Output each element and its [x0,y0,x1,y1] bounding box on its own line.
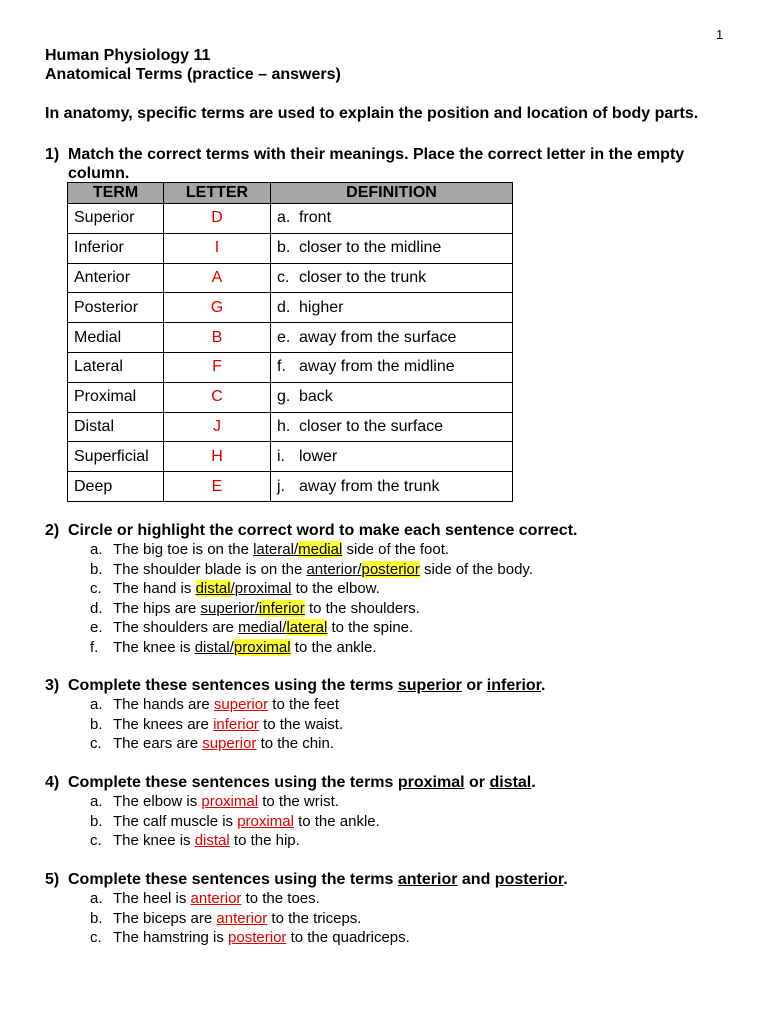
word-option-1: lateral [253,541,294,558]
definition-letter: f. [277,358,286,376]
slash-separator: / [229,638,234,656]
question-1-heading: 1) Match the correct terms with their meanings. Place the correct letter in the empty column. [45,146,685,182]
question-2-items [90,540,533,657]
term-superior: superior [397,677,462,694]
word-option-1: anterior [306,560,358,578]
answer-word: anterior [216,909,268,927]
item-label: b. [90,560,103,578]
definition-text: closer to the midline [299,239,442,257]
sentence-start: The ears are [113,735,203,752]
letter-answer-cell: I [164,233,271,263]
definition-cell [271,352,513,382]
sentence-end: side of the foot. [342,541,450,558]
sentence-start: The calf muscle is [113,812,238,830]
sentence-end: to the wrist. [258,793,339,810]
table-row [68,204,513,234]
definition-letter: d. [277,298,291,316]
sentence-end: to the shoulders. [304,599,420,617]
document-title [45,46,341,84]
page-number: 1 [716,27,724,42]
definition-cell [271,442,513,472]
list-item [90,579,533,599]
term-cell: Deep [68,472,164,502]
answer-word: distal [194,832,230,849]
list-item [90,618,533,638]
answer-word: superior [213,696,269,713]
sentence-start: The biceps are [113,909,217,927]
table-row [68,442,513,472]
question-4-items [90,792,380,851]
definition-cell [271,382,513,412]
table-row [68,323,513,353]
table-row [68,472,513,502]
term-anterior: anterior [397,871,458,888]
sentence-end: to the elbow. [291,580,380,597]
word-option-1: distal [195,580,231,597]
sentence-start: The hips are [113,599,201,617]
term-cell: Distal [68,412,164,442]
definition-letter: a. [277,209,291,227]
word-option-1: distal [194,638,230,656]
word-option-2: proximal [234,580,292,597]
definition-text: closer to the trunk [299,268,427,286]
list-item [90,812,380,832]
word-option-2: posterior [361,560,420,578]
table-row [68,382,513,412]
term-cell: Lateral [68,352,164,382]
definition-letter: i. [277,447,285,465]
term-proximal: proximal [397,774,465,791]
sentence-end: to the hip. [229,832,300,849]
term-cell: Proximal [68,382,164,412]
item-label: a. [90,793,103,810]
item-label: d. [90,599,103,617]
slash-separator: / [282,619,287,636]
word-option-1: medial [238,619,283,636]
item-label: e. [90,619,103,636]
sentence-start: The knee is [113,638,195,656]
header-definition: DEFINITION [271,183,513,204]
term-cell: Medial [68,323,164,353]
item-label: b. [90,812,103,830]
definition-cell [271,323,513,353]
word-option-2: inferior [258,599,305,617]
word-option-2: proximal [233,638,291,656]
slash-separator: / [230,580,235,597]
answer-word: posterior [228,929,287,946]
sentence-start: The big toe is on the [113,541,254,558]
item-label: a. [90,696,103,713]
question-4-heading: 4) Complete these sentences using the terms proximal or distal. [45,774,536,791]
list-item [90,734,343,754]
answer-word: proximal [201,793,259,810]
answer-word: superior [202,735,257,752]
definition-letter: g. [277,388,291,406]
item-label: c. [90,580,102,597]
list-item [90,889,410,909]
table-row [68,233,513,263]
definition-text: away from the midline [299,358,455,376]
definition-letter: c. [277,268,290,286]
sentence-start: The shoulder blade is on the [113,560,307,578]
term-cell: Anterior [68,263,164,293]
letter-answer-cell: H [164,442,271,472]
question-5-items [90,889,410,948]
worksheet-subtitle: Anatomical Terms (practice – answers) [45,66,341,83]
letter-answer-cell: A [164,263,271,293]
sentence-end: side of the body. [419,560,533,578]
answer-word: inferior [213,715,259,733]
sentence-start: The knees are [113,715,214,733]
question-5-heading: 5) Complete these sentences using the terms anterior and posterior. [45,871,568,888]
sentence-start: The knee is [113,832,195,849]
table-row [68,352,513,382]
slash-separator: / [357,560,362,578]
term-cell: Inferior [68,233,164,263]
list-item [90,792,380,812]
list-item [90,540,533,560]
intro-text: In anatomy, specific terms are used to explain the position and location of body parts. [45,105,699,122]
list-item [90,831,380,851]
slash-separator: / [254,599,259,617]
terms-table [67,182,513,502]
sentence-end: to the toes. [241,890,320,907]
question-3-heading: 3) Complete these sentences using the terms superior or inferior. [45,677,546,694]
letter-answer-cell: C [164,382,271,412]
definition-text: away from the surface [299,328,457,346]
word-option-2: medial [298,541,343,558]
sentence-start: The shoulders are [113,619,239,636]
definition-text: back [299,388,333,406]
letter-answer-cell: J [164,412,271,442]
list-item [90,560,533,580]
item-label: a. [90,541,103,558]
list-item [90,909,410,929]
table-header-row [68,183,513,204]
word-option-2: lateral [286,619,328,636]
definition-cell [271,263,513,293]
definition-text: higher [299,298,344,316]
term-cell: Posterior [68,293,164,323]
table-row [68,263,513,293]
term-inferior: inferior [486,677,542,694]
definition-text: front [299,209,332,227]
sentence-end: to the ankle. [290,638,377,656]
sentence-start: The heel is [113,890,191,907]
definition-text: away from the trunk [299,477,440,495]
list-item [90,928,410,948]
definition-letter: j. [277,477,285,495]
list-item [90,599,533,619]
sentence-end: to the waist. [258,715,344,733]
term-posterior: posterior [494,871,564,888]
sentence-start: The hand is [113,580,196,597]
definition-letter: e. [277,328,291,346]
item-label: f. [90,638,99,656]
slash-separator: / [293,541,299,558]
answer-word: proximal [237,812,294,830]
definition-letter: h. [277,417,291,435]
definition-cell [271,472,513,502]
header-term: TERM [68,183,164,204]
sentence-start: The hamstring is [113,929,229,946]
table-row [68,293,513,323]
letter-answer-cell: B [164,323,271,353]
sentence-end: to the feet [268,696,339,713]
question-2-heading: 2) Circle or highlight the correct word to make each sentence correct. [45,522,578,539]
answer-word: anterior [190,890,242,907]
definition-text: closer to the surface [299,417,444,435]
definition-cell [271,293,513,323]
sentence-end: to the ankle. [293,812,380,830]
definition-cell [271,412,513,442]
term-cell: Superior [68,204,164,234]
definition-text: lower [299,447,338,465]
item-label: a. [90,890,103,907]
item-label: b. [90,715,103,733]
sentence-start: The elbow is [113,793,202,810]
letter-answer-cell: F [164,352,271,382]
question-3-items [90,695,343,754]
sentence-end: to the quadriceps. [286,929,410,946]
definition-cell [271,204,513,234]
table-row [68,412,513,442]
definition-cell [271,233,513,263]
item-label: c. [90,832,102,849]
item-label: c. [90,735,102,752]
course-name: Human Physiology 11 [45,47,211,64]
term-distal: distal [489,774,532,791]
list-item [90,638,533,658]
item-label: b. [90,909,103,927]
sentence-end: to the triceps. [267,909,362,927]
header-letter: LETTER [164,183,271,204]
letter-answer-cell: G [164,293,271,323]
sentence-start: The hands are [113,696,214,713]
definition-letter: b. [277,239,291,257]
letter-answer-cell: D [164,204,271,234]
list-item [90,695,343,715]
letter-answer-cell: E [164,472,271,502]
sentence-end: to the spine. [327,619,414,636]
list-item [90,715,343,735]
sentence-end: to the chin. [256,735,334,752]
item-label: c. [90,929,102,946]
term-cell: Superficial [68,442,164,472]
word-option-1: superior [200,599,255,617]
